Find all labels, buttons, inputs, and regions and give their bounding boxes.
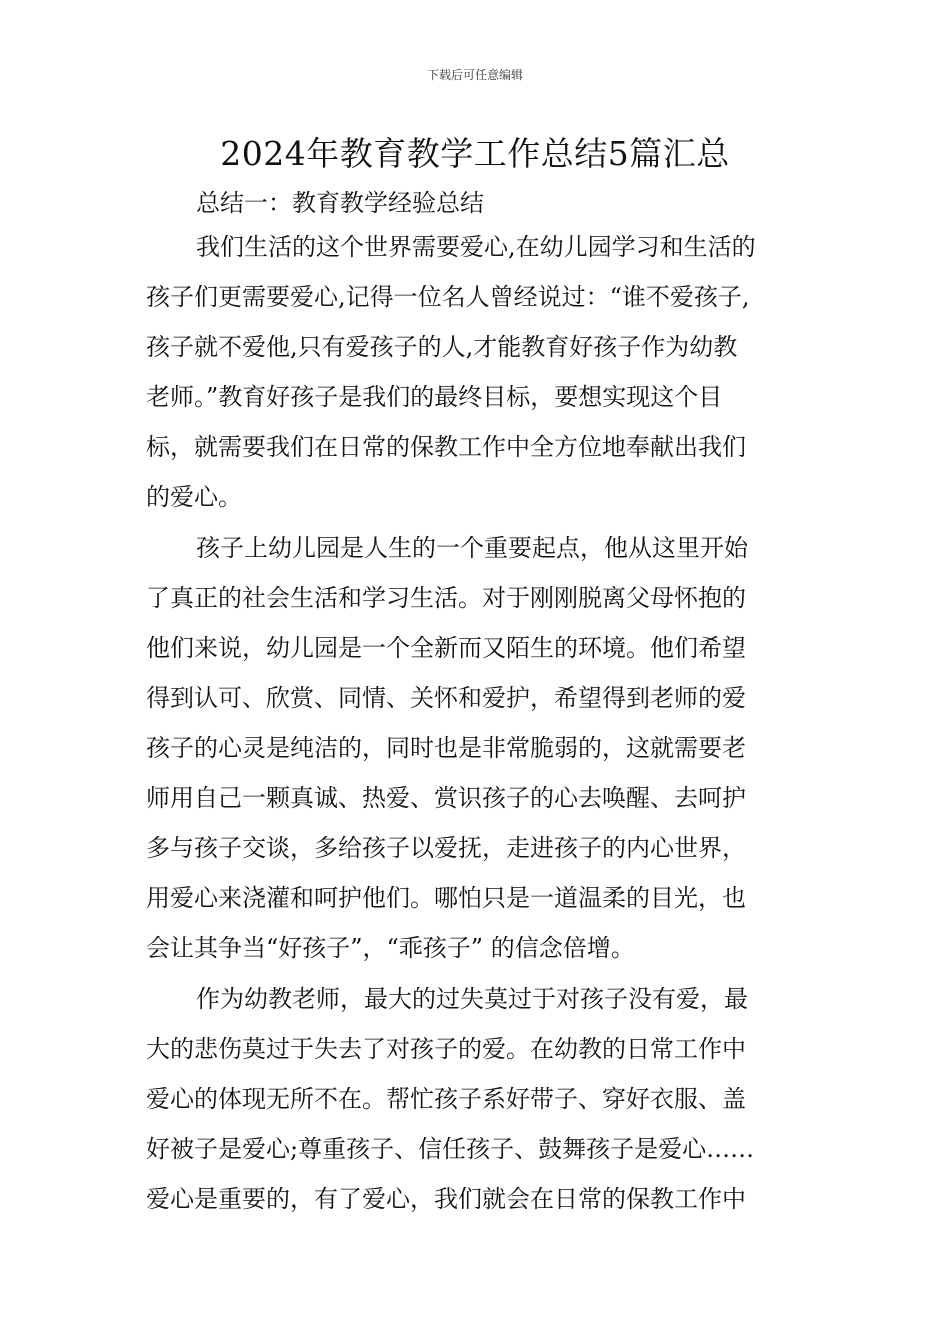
paragraph-line: 我们生活的这个世界需要爱心,在幼儿园学习和生活的: [196, 233, 756, 261]
paragraph-line: 孩子上幼儿园是人生的一个重要起点，他从这里开始: [196, 534, 748, 562]
header-note: 下载后可任意编辑: [426, 68, 523, 82]
paragraph-line: 爱心是重要的，有了爱心，我们就会在日常的保教工作中: [146, 1185, 746, 1213]
paragraph-line: 的爱心。: [146, 483, 242, 511]
paragraph-line: 多与孩子交谈，多给孩子以爱抚，走进孩子的内心世界，: [146, 834, 746, 862]
paragraph-line: 老师。”教育好孩子是我们的最终目标，要想实现这个目: [146, 383, 723, 411]
paragraph-line: 得到认可、欣赏、同情、关怀和爱护，希望得到老师的爱: [146, 684, 746, 712]
paragraph-line: 了真正的社会生活和学习生活。对于刚刚脱离父母怀抱的: [146, 584, 746, 612]
paragraph-line: 会让其争当“好孩子”，“乖孩子” 的信念倍增。: [146, 934, 635, 962]
paragraph-line: 用爱心来浇灌和呵护他们。哪怕只是一道温柔的目光，也: [146, 884, 746, 912]
paragraph-line: 他们来说，幼儿园是一个全新而又陌生的环境。他们希望: [146, 634, 746, 662]
paragraph-line: 师用自己一颗真诚、热爱、赏识孩子的心去唤醒、去呵护: [146, 784, 746, 812]
section-heading: 总结一：教育教学经验总结: [196, 189, 484, 217]
paragraph-line: 爱心的体现无所不在。帮忙孩子系好带子、穿好衣服、盖: [146, 1085, 746, 1113]
paragraph-line: 作为幼教老师，最大的过失莫过于对孩子没有爱，最: [196, 985, 748, 1013]
paragraph-line: 标，就需要我们在日常的保教工作中全方位地奉献出我们: [146, 433, 746, 461]
paragraph-line: 孩子的心灵是纯洁的，同时也是非常脆弱的，这就需要老: [146, 734, 746, 762]
document-title: 2024年教育教学工作总结5篇汇总: [220, 134, 730, 173]
paragraph-line: 孩子们更需要爱心,记得一位名人曾经说过：“谁不爱孩子,: [146, 283, 750, 311]
paragraph-line: 大的悲伤莫过于失去了对孩子的爱。在幼教的日常工作中: [146, 1035, 746, 1063]
paragraph-line: 好被子是爱心;尊重孩子、信任孩子、鼓舞孩子是爱心……: [146, 1135, 755, 1163]
paragraph-line: 孩子就不爱他,只有爱孩子的人,才能教育好孩子作为幼教: [146, 333, 738, 361]
